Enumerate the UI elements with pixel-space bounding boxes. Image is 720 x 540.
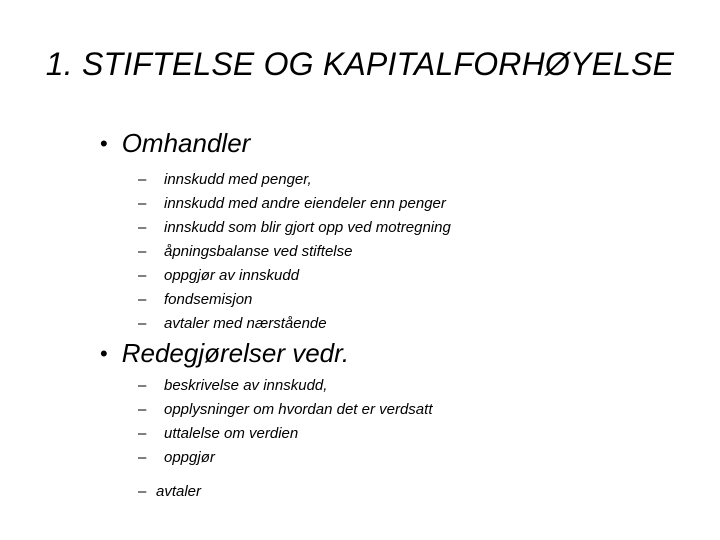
- omhandler-list: [138, 168, 451, 336]
- list-item-text: oppgjør av innskudd: [164, 267, 300, 284]
- dash: –: [138, 483, 147, 500]
- list-item-text: oppgjør: [164, 449, 215, 466]
- list-item-text: innskudd som blir gjort opp ved motregning: [164, 219, 451, 236]
- list-item: [138, 480, 201, 504]
- dash: –: [138, 243, 147, 260]
- dash: –: [138, 425, 147, 442]
- list-item-text: innskudd med andre eiendeler enn penger: [164, 195, 446, 212]
- dash: –: [138, 171, 147, 188]
- bullet-dot: •: [100, 340, 108, 366]
- list-item: [138, 446, 432, 470]
- dash: –: [138, 267, 147, 284]
- list-item: [138, 312, 451, 336]
- list-item: [138, 240, 451, 264]
- list-item-text: uttalelse om verdien: [164, 425, 299, 442]
- dash: –: [138, 291, 147, 308]
- dash: –: [138, 401, 147, 418]
- bullet-heading: Redegjørelser vedr.: [121, 338, 350, 368]
- list-item-text: avtaler med nærstående: [164, 315, 327, 332]
- list-item: [138, 374, 432, 398]
- list-item: [138, 216, 451, 240]
- list-item: [138, 422, 432, 446]
- list-item-text: innskudd med penger,: [164, 171, 312, 188]
- redegjorelser-list: [138, 374, 432, 470]
- redegjorelser-extra-list: [138, 480, 201, 504]
- slide-title: 1. STIFTELSE OG KAPITALFORHØYELSE: [45, 46, 675, 82]
- dash: –: [138, 315, 147, 332]
- list-item-text: beskrivelse av innskudd,: [164, 377, 328, 394]
- dash: –: [138, 219, 147, 236]
- list-item-text: åpningsbalanse ved stiftelse: [164, 243, 353, 260]
- list-item-text: fondsemisjon: [164, 291, 253, 308]
- list-item: [138, 288, 451, 312]
- dash: –: [138, 377, 147, 394]
- list-item: [138, 168, 451, 192]
- list-item-text: opplysninger om hvordan det er verdsatt: [164, 401, 433, 418]
- dash: –: [138, 449, 147, 466]
- list-item: [138, 264, 451, 288]
- list-item: [138, 398, 432, 422]
- dash: –: [138, 195, 147, 212]
- bullet-omhandler: [100, 128, 250, 159]
- bullet-heading: Omhandler: [121, 128, 251, 158]
- bullet-dot: •: [100, 130, 108, 156]
- list-item: [138, 192, 451, 216]
- list-item-text: avtaler: [156, 483, 202, 500]
- bullet-redegjorelser: [100, 338, 349, 369]
